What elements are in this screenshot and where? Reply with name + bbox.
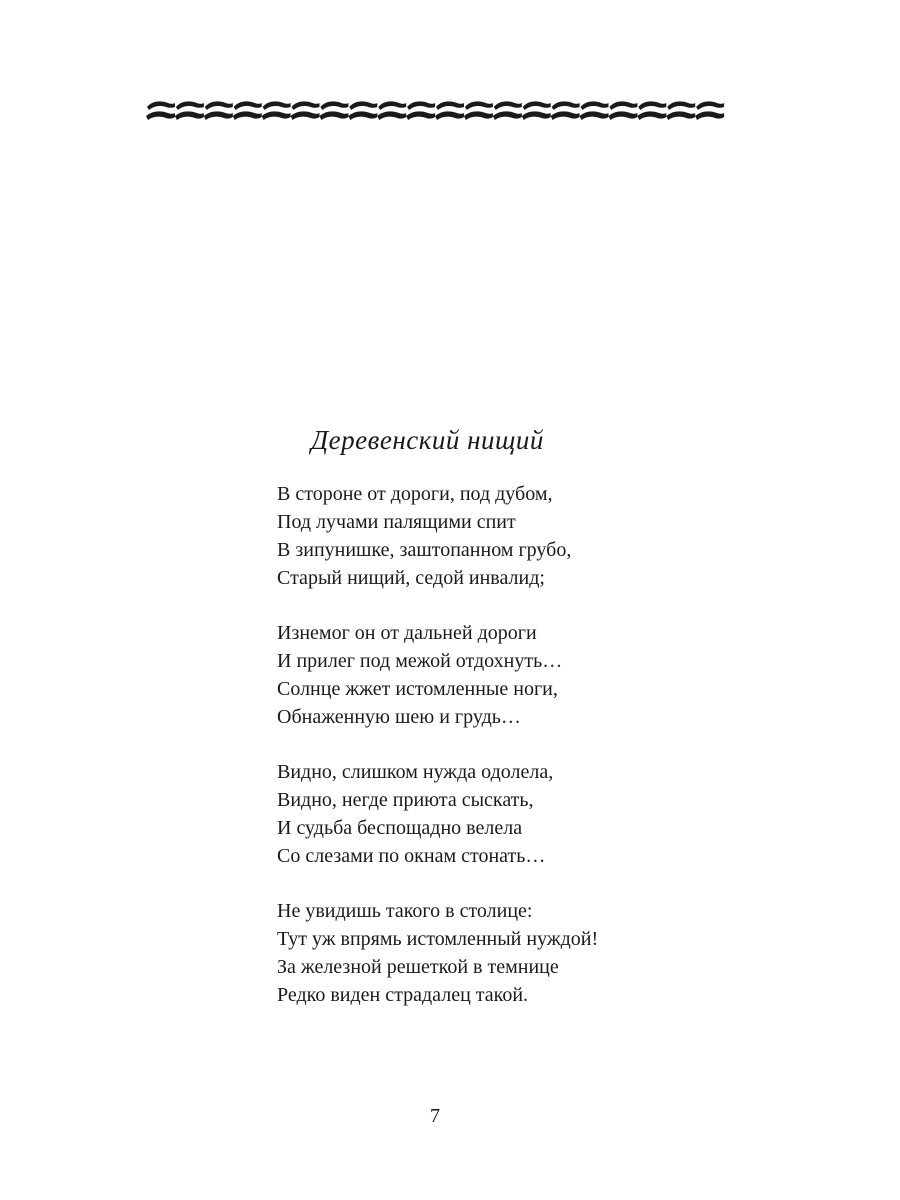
poem-line: За железной решеткой в темнице	[277, 956, 559, 978]
ornament-wave-segment	[233, 101, 262, 120]
poem-line: Со слезами по окнам стонать…	[277, 845, 546, 867]
poem-line: Редко виден страдалец такой.	[277, 984, 529, 1006]
ornament-wave-segment	[175, 101, 204, 120]
ornament-wave-segment	[319, 101, 348, 120]
poem-line: И прилег под межой отдохнуть…	[277, 650, 563, 672]
ornament-wave-segment	[695, 101, 724, 120]
stanza-2	[277, 619, 737, 731]
poem-line: Под лучами палящими спит	[277, 511, 516, 533]
poem-line: Видно, слишком нужда одолела,	[277, 761, 554, 783]
ornament-wave-segment	[377, 101, 406, 120]
ornament-wave-segment	[580, 101, 609, 120]
ornament-wave-segment	[204, 101, 233, 120]
poem	[277, 420, 737, 1009]
ornament-wave-segment	[262, 101, 291, 120]
poem-line: В стороне от дороги, под дубом,	[277, 483, 553, 505]
stanza-1	[277, 480, 737, 592]
poem-line: Старый нищий, седой инвалид;	[277, 567, 545, 589]
ornament-wave-segment	[146, 101, 175, 120]
ornament-wave-segment	[608, 101, 637, 120]
poem-line: Тут уж впрямь истомленный нуждой!	[277, 928, 599, 950]
poem-line: Видно, негде приюта сыскать,	[277, 789, 534, 811]
ornament-wave-segment	[435, 101, 464, 120]
poem-line: Изнемог он от дальней дороги	[277, 622, 537, 644]
ornament-wave-icon	[146, 98, 726, 126]
ornament-wave-segment	[493, 101, 522, 120]
page-number: 7	[430, 1105, 440, 1127]
poem-line: В зипунишке, заштопанном грубо,	[277, 539, 572, 561]
poem-line: Обнаженную шею и грудь…	[277, 706, 521, 728]
poem-line: И судьба беспощадно велела	[277, 817, 523, 839]
ornament-wave-segment	[464, 101, 493, 120]
stanza-4	[277, 897, 737, 1009]
ornament-wave-segment	[637, 101, 666, 120]
ornament-wave-segment	[666, 101, 695, 120]
ornament-wave-segment	[291, 101, 320, 120]
poem-line: Не увидишь такого в столице:	[277, 900, 533, 922]
ornament-wave-segment	[348, 101, 377, 120]
ornament-wave-segment	[551, 101, 580, 120]
poem-line: Солнце жжет истомленные ноги,	[277, 678, 558, 700]
ornament-wave-segment	[522, 101, 551, 120]
ornament-wave-segment	[406, 101, 435, 120]
stanza-3	[277, 758, 737, 870]
wave-border-ornament	[146, 98, 726, 126]
poem-title: Деревенский нищий	[311, 425, 544, 455]
